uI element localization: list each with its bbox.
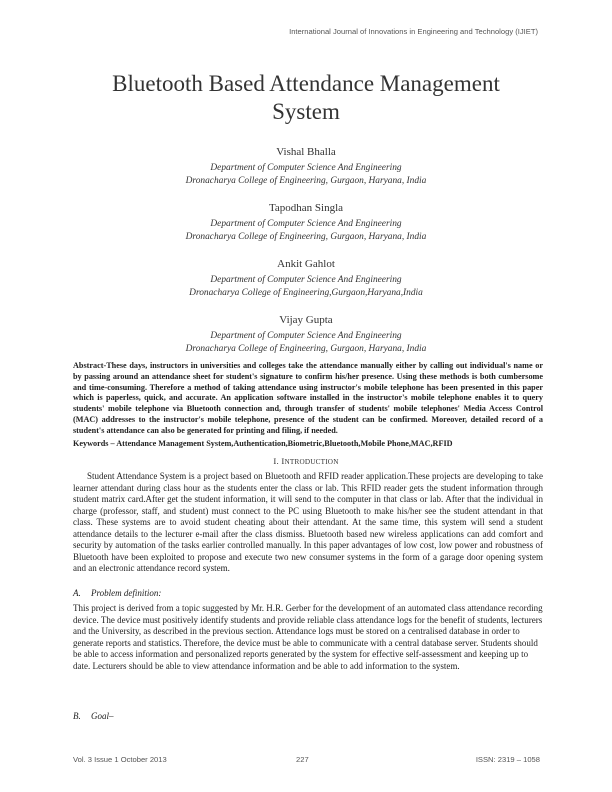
author-college: Dronacharya College of Engineering, Gurgaon, Haryana, India: [185, 231, 427, 242]
author-block: [0, 145, 612, 187]
author-block: [0, 257, 612, 299]
author-name: Tapodhan Singla: [268, 202, 344, 214]
author-department: Department of Computer Science And Engineering: [210, 331, 402, 341]
section-number: I.: [273, 456, 279, 466]
author-college: Dronacharya College of Engineering, Gurgaon, Haryana, India: [185, 343, 427, 354]
footer-page-number: 227: [296, 755, 309, 764]
subsection-title: Problem definition:: [91, 588, 162, 598]
author-college: Dronacharya College of Engineering, Gurgaon, Haryana, India: [185, 175, 427, 186]
section-title-initial: I: [281, 456, 285, 466]
author-college: Dronacharya College of Engineering,Gurgaon,Haryana,India: [189, 287, 423, 298]
subsection-heading-problem-definition: [73, 588, 161, 598]
footer-issn: ISSN: 2319 – 1058: [475, 755, 540, 764]
section-heading-introduction: [0, 456, 612, 466]
title-line-2: System: [272, 99, 340, 124]
keywords: Keywords – Attendance Management System,Authentication,Biometric,Bluetooth,Mobile Phone,MAC,RFID: [73, 439, 453, 448]
subsection-label: B.: [73, 711, 81, 721]
problem-definition-paragraph: This project is derived from a topic suggested by Mr. H.R. Gerber for the development of an automated class attendance recording device. The device must positively identify students and provide reliable class attendance logs for the benefit of students, lecturers and the University, as described in the previous section. Attendance logs must be stored on a centralised database in order to generate reports and statistics. Therefore, the device must be able to communicate with a central database server. Students should be able to access information and personalized reports generated by the system for effective self-assessment and keeping up to date. Lecturers should be able to view attendance information and be able to add information to the system.: [73, 603, 543, 671]
author-name: Ankit Gahlot: [277, 258, 335, 270]
subsection-label: A.: [73, 588, 81, 598]
author-name: Vijay Gupta: [279, 314, 333, 326]
author-department: Department of Computer Science And Engineering: [210, 163, 402, 173]
paper-title: [0, 70, 612, 126]
footer-volume: Vol. 3 Issue 1 October 2013: [73, 755, 167, 764]
abstract: Abstract-These days, instructors in universities and colleges take the attendance manually either by calling out individual's name or by passing around an attendance sheet for student's signature to confirm his/her presence. Using these methods is both cumbersome and time-consuming. Therefore a method of taking attendance using instructor's mobile telephone has been presented in this paper which is paperless, quick, and accurate. An application software installed in the instructor's mobile telephone enables it to query students' mobile telephone via Bluetooth connection and, through transfer of students' mobile telephones' Media Access Control (MAC) addresses to the instructor's mobile telephone, presence of the student can be confirmed. Moreover, detailed record of a student's attendance can also be generated for printing and filing, if needed.: [73, 361, 543, 435]
author-block: [0, 313, 612, 355]
author-block: [0, 201, 612, 243]
journal-header: International Journal of Innovations in Engineering and Technology (IJIET): [289, 27, 538, 36]
section-title-rest: NTRODUCTION: [284, 458, 339, 466]
subsection-heading-goal: [73, 711, 114, 721]
author-department: Department of Computer Science And Engineering: [210, 219, 402, 229]
title-line-1: Bluetooth Based Attendance Management: [112, 71, 500, 96]
subsection-title: Goal–: [91, 711, 114, 721]
introduction-paragraph: Student Attendance System is a project based on Bluetooth and RFID reader application.These projects are developing to take learner attendant during class hour as the students enter the class or lab. This RFID reader gets the student information through student matrix card.After get the student information, it will send to the computer in that class or lab. After that the individual in charge (professor, staff, and student) must connect to the PC using Bluetooth to make his/her see the student attendant in that class. These systems are to avoid student cheating about their attendant. At the same time, this system will send a student attendance details to the lecturer e-mail after the class dismiss. Bluetooth based new wireless applications can add comfort and security by automation of the tasks earlier controlled manually. In this paper advantages of low cost, low power and robustness of Bluetooth have been exploited to propose and execute two new consumer systems in the form of a garage door opening system and an electronic attendance record system.: [73, 471, 543, 573]
author-department: Department of Computer Science And Engineering: [210, 275, 402, 285]
author-name: Vishal Bhalla: [276, 146, 336, 158]
